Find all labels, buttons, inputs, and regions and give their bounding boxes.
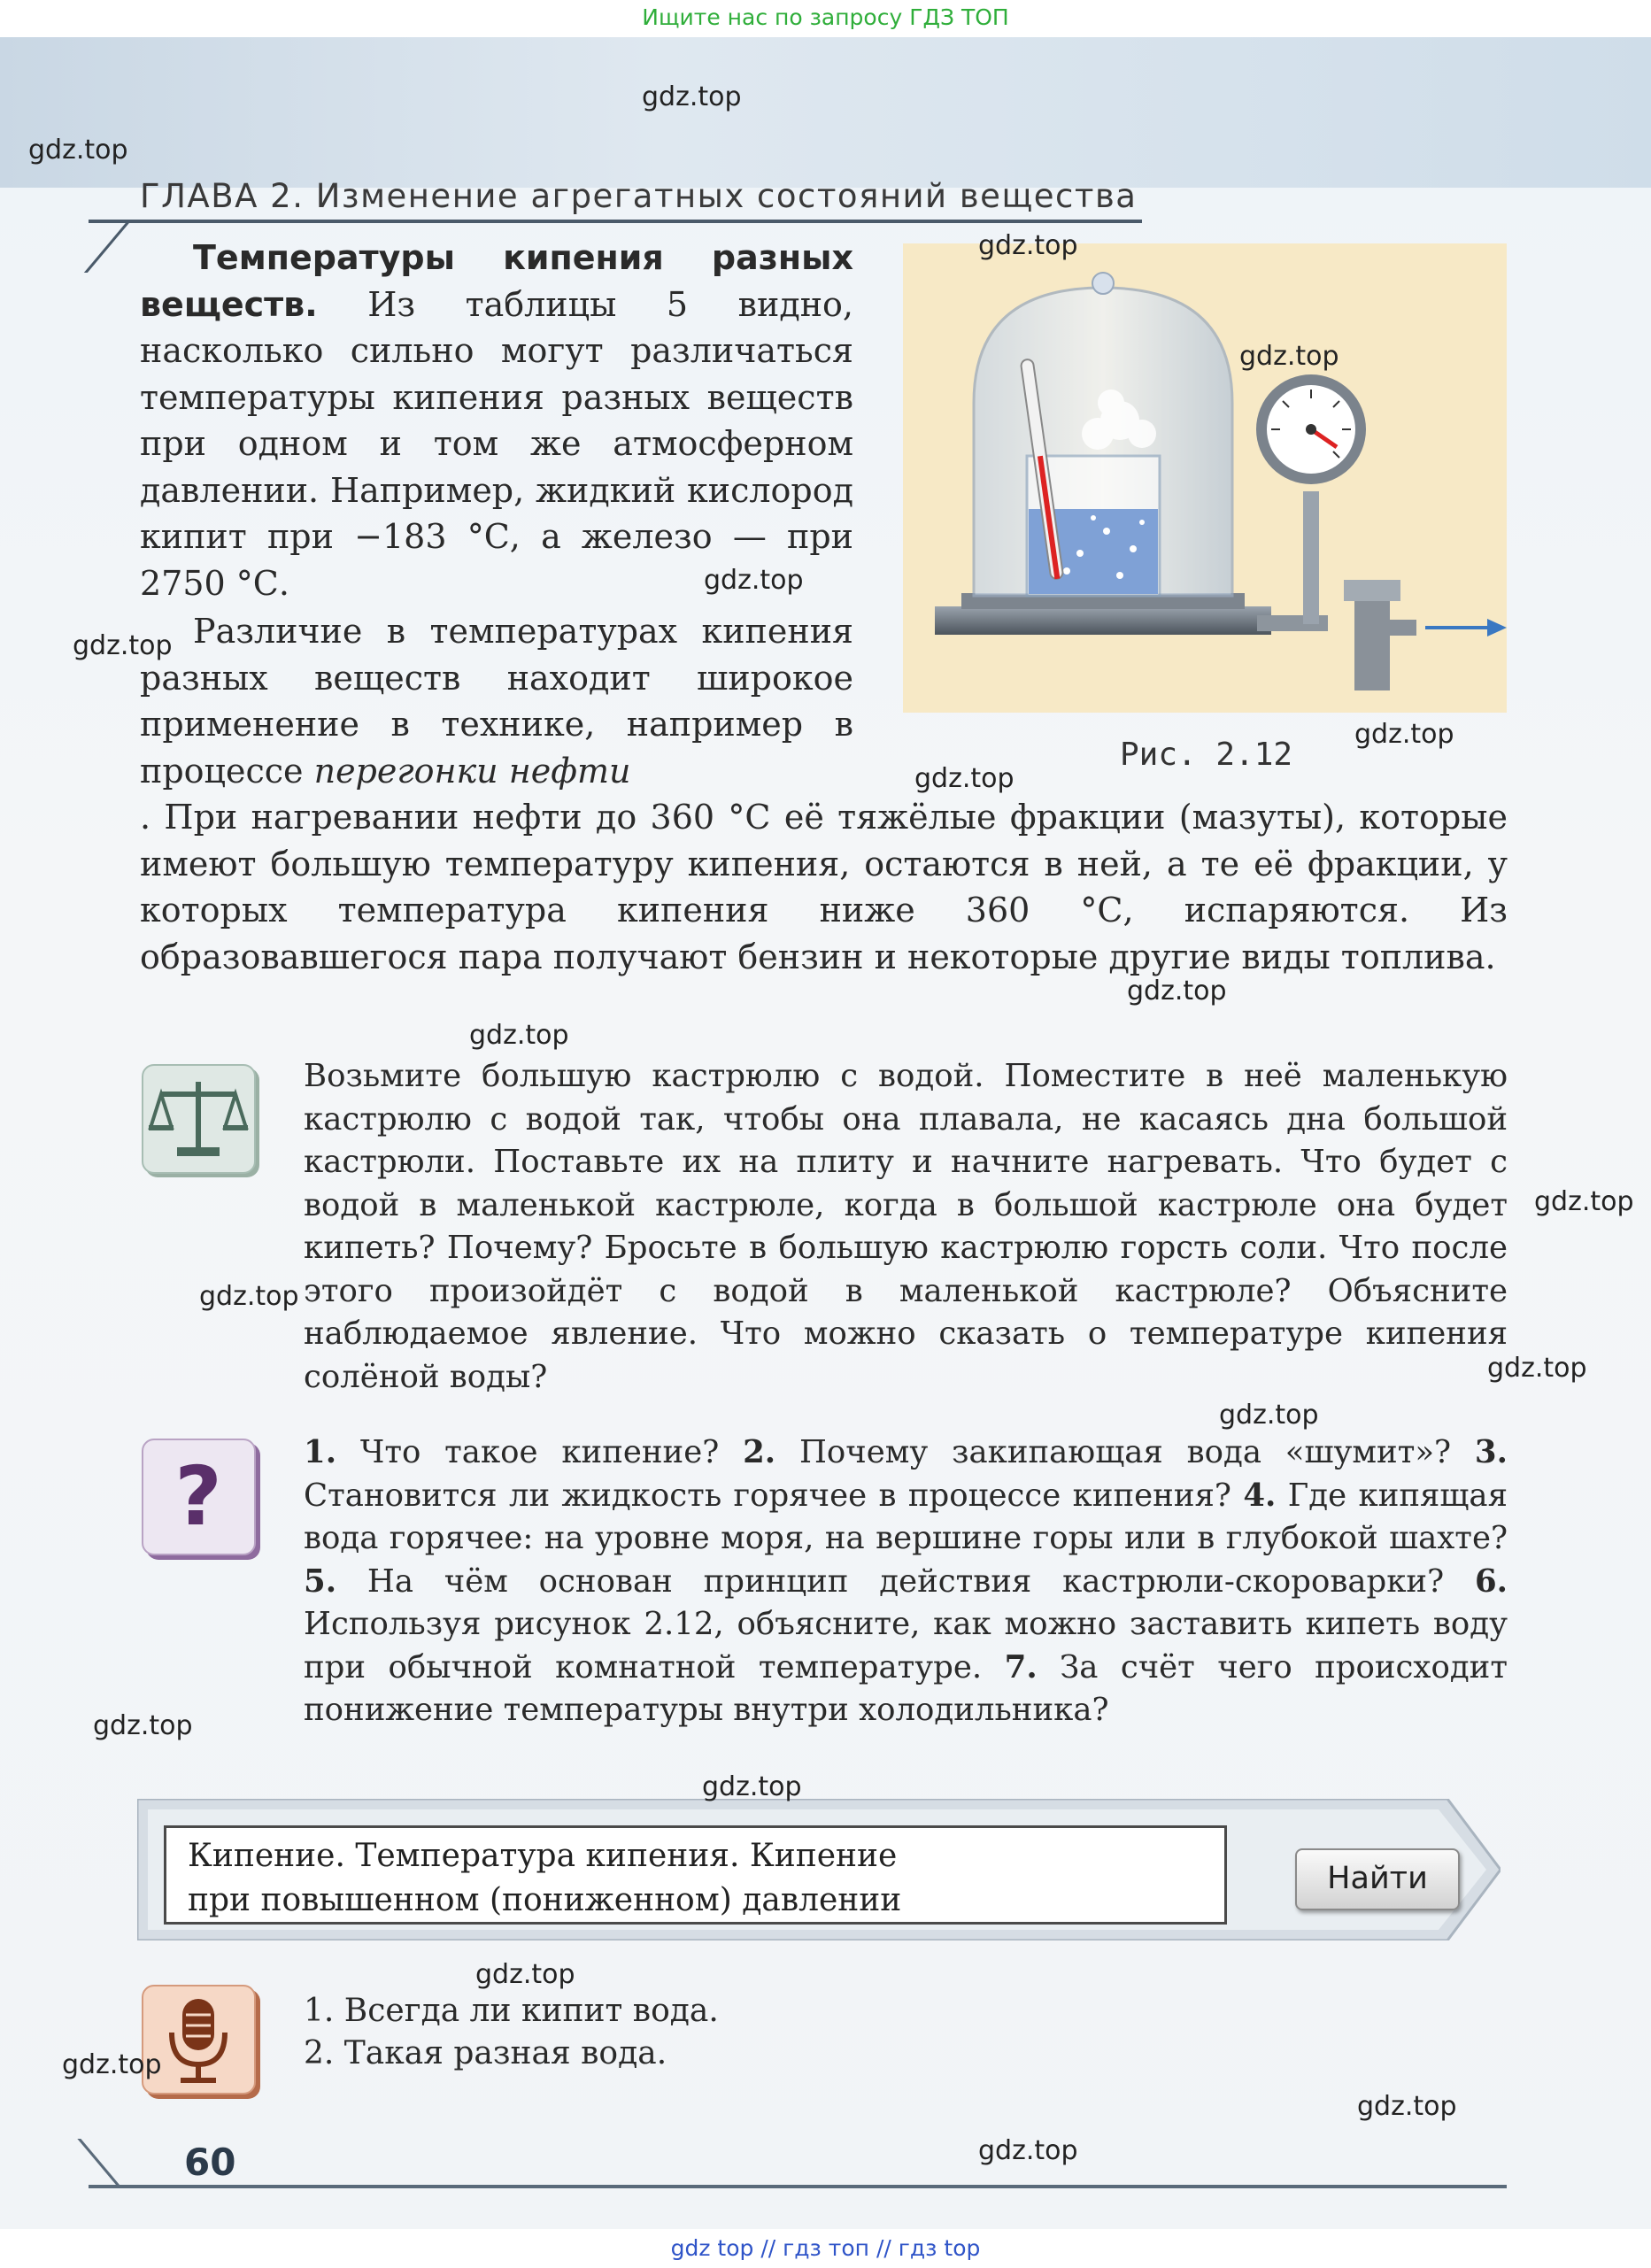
questions-block-icon <box>142 1439 256 1555</box>
figure-2-12 <box>903 243 1507 713</box>
watermark: gdz.top <box>978 2135 1078 2166</box>
project-item-2: 2. Такая разная вода. <box>304 2035 667 2071</box>
search-query-text <box>188 1834 901 1923</box>
paragraph-2-start-block <box>140 608 853 794</box>
watermark: gdz.top <box>1219 1400 1319 1431</box>
projects-list <box>304 1990 719 2075</box>
paragraph-2-italic: перегонки нефти <box>313 751 631 791</box>
question-3-number: 3. <box>1474 1434 1508 1470</box>
watermark: gdz.top <box>704 565 804 596</box>
scales-icon <box>143 1066 254 1172</box>
question-1-number: 1. <box>304 1434 337 1470</box>
question-2: Почему закипающая вода «шумит»? <box>775 1434 1475 1470</box>
search-query-line-2: при повышенном (пониженном) давлении <box>188 1882 902 1918</box>
question-7-number: 7. <box>1004 1648 1038 1686</box>
question-2-number: 2. <box>743 1434 776 1470</box>
paragraph-2-continued: . При нагревании нефти до 360 °С её тяжёлые фракции (мазуты), которые имеют большую температуру кипения, остаются в ней, а те её фракции, у которых температура кипения ниже 360 °С, испаряются. Из образовавшегося пара получают бензин и некоторые другие виды топлива. <box>140 798 1508 976</box>
watermark: gdz.top <box>978 230 1078 261</box>
question-5-number: 5. <box>304 1562 337 1600</box>
watermark: gdz.top <box>73 630 173 661</box>
question-6-number: 6. <box>1474 1562 1508 1600</box>
question-3: Становится ли жидкость горячее в процессе кипения? <box>304 1477 1244 1514</box>
bottom-banner[interactable]: gdz top // гдз топ // гдз top <box>0 2229 1651 2268</box>
boiling-under-bell-jar-illustration <box>903 243 1507 713</box>
page-header-band <box>0 37 1651 188</box>
watermark: gdz.top <box>199 1281 299 1312</box>
page-number: 60 <box>184 2141 236 2184</box>
question-4-number: 4. <box>1243 1477 1277 1514</box>
watermark: gdz.top <box>1487 1353 1587 1384</box>
chapter-divider <box>89 220 1142 223</box>
experiment-task: Возьмите большую кастрюлю с водой. Поместите в неё маленькую кастрюлю с водой так, чтобы она плавала, не касаясь дна большой кастрюли. Поставьте их на плиту и начните нагревать. Что будет с водой в маленькой кастрюле, когда в большой кастрюле она будет кипеть? Почему? Бросьте в большую кастрюлю горсть соли. Что после этого произойдёт с водой в маленькой кастрюле? Объясните наблюдаемое явление. Что можно сказать о температуре кипения солёной воды? <box>304 1058 1508 1395</box>
find-button[interactable]: Найти <box>1295 1848 1460 1910</box>
watermark: gdz.top <box>28 135 128 166</box>
experiment-block-icon <box>142 1064 256 1174</box>
question-1: Что такое кипение? <box>336 1434 744 1470</box>
question-7: За счёт чего происходит понижение температуры внутри холодильника? <box>304 1648 1508 1728</box>
svg-text:?: ? <box>174 1449 222 1544</box>
paragraph-2-start: Различие в температурах кипения разных веществ находит широкое применение в технике, например в процессе <box>140 612 853 791</box>
watermark: gdz.top <box>702 1771 802 1802</box>
top-banner[interactable]: Ищите нас по запросу ГДЗ ТОП <box>0 0 1651 37</box>
questions-list <box>304 1431 1508 1732</box>
watermark: gdz.top <box>475 1959 575 1990</box>
watermark: gdz.top <box>469 1020 569 1051</box>
footer-divider <box>89 2185 1507 2188</box>
question-4: Где кипящая вода горячее: на уровне моря, на вершине горы или в глубокой шахте? <box>304 1477 1508 1556</box>
watermark: gdz.top <box>1354 719 1454 750</box>
watermark: gdz.top <box>1357 2091 1457 2122</box>
figure-caption: Рис. 2.12 <box>1120 737 1293 773</box>
watermark: gdz.top <box>914 763 1015 794</box>
project-item-1: 1. Всегда ли кипит вода. <box>304 1993 719 2029</box>
question-5: На чём основан принцип действия кастрюли-скороварки? <box>336 1562 1475 1600</box>
question-6: Используя рисунок 2.12, объясните, как можно заставить кипеть воду при обычной комнатной температуре. <box>304 1606 1508 1686</box>
section-text-column <box>140 235 853 606</box>
paragraph-1: Из таблицы 5 видно, насколько сильно могут различаться температуры кипения разных веществ при одном и том же атмосферном давлении. Например, жидкий кислород кипит при −183 °С, а железо — при 2750 °С. <box>140 284 853 603</box>
watermark: gdz.top <box>62 2049 162 2080</box>
watermark: gdz.top <box>1239 341 1339 372</box>
watermark: gdz.top <box>1534 1186 1634 1217</box>
question-mark-icon <box>143 1440 254 1554</box>
watermark: gdz.top <box>1127 976 1227 1007</box>
watermark: gdz.top <box>93 1710 193 1741</box>
section-heading: Температуры кипения разных веществ. <box>140 238 853 324</box>
search-query-line-1: Кипение. Температура кипения. Кипение <box>188 1838 898 1874</box>
watermark: gdz.top <box>642 81 742 112</box>
chapter-title: ГЛАВА 2. Изменение агрегатных состояний вещества <box>140 177 1138 215</box>
